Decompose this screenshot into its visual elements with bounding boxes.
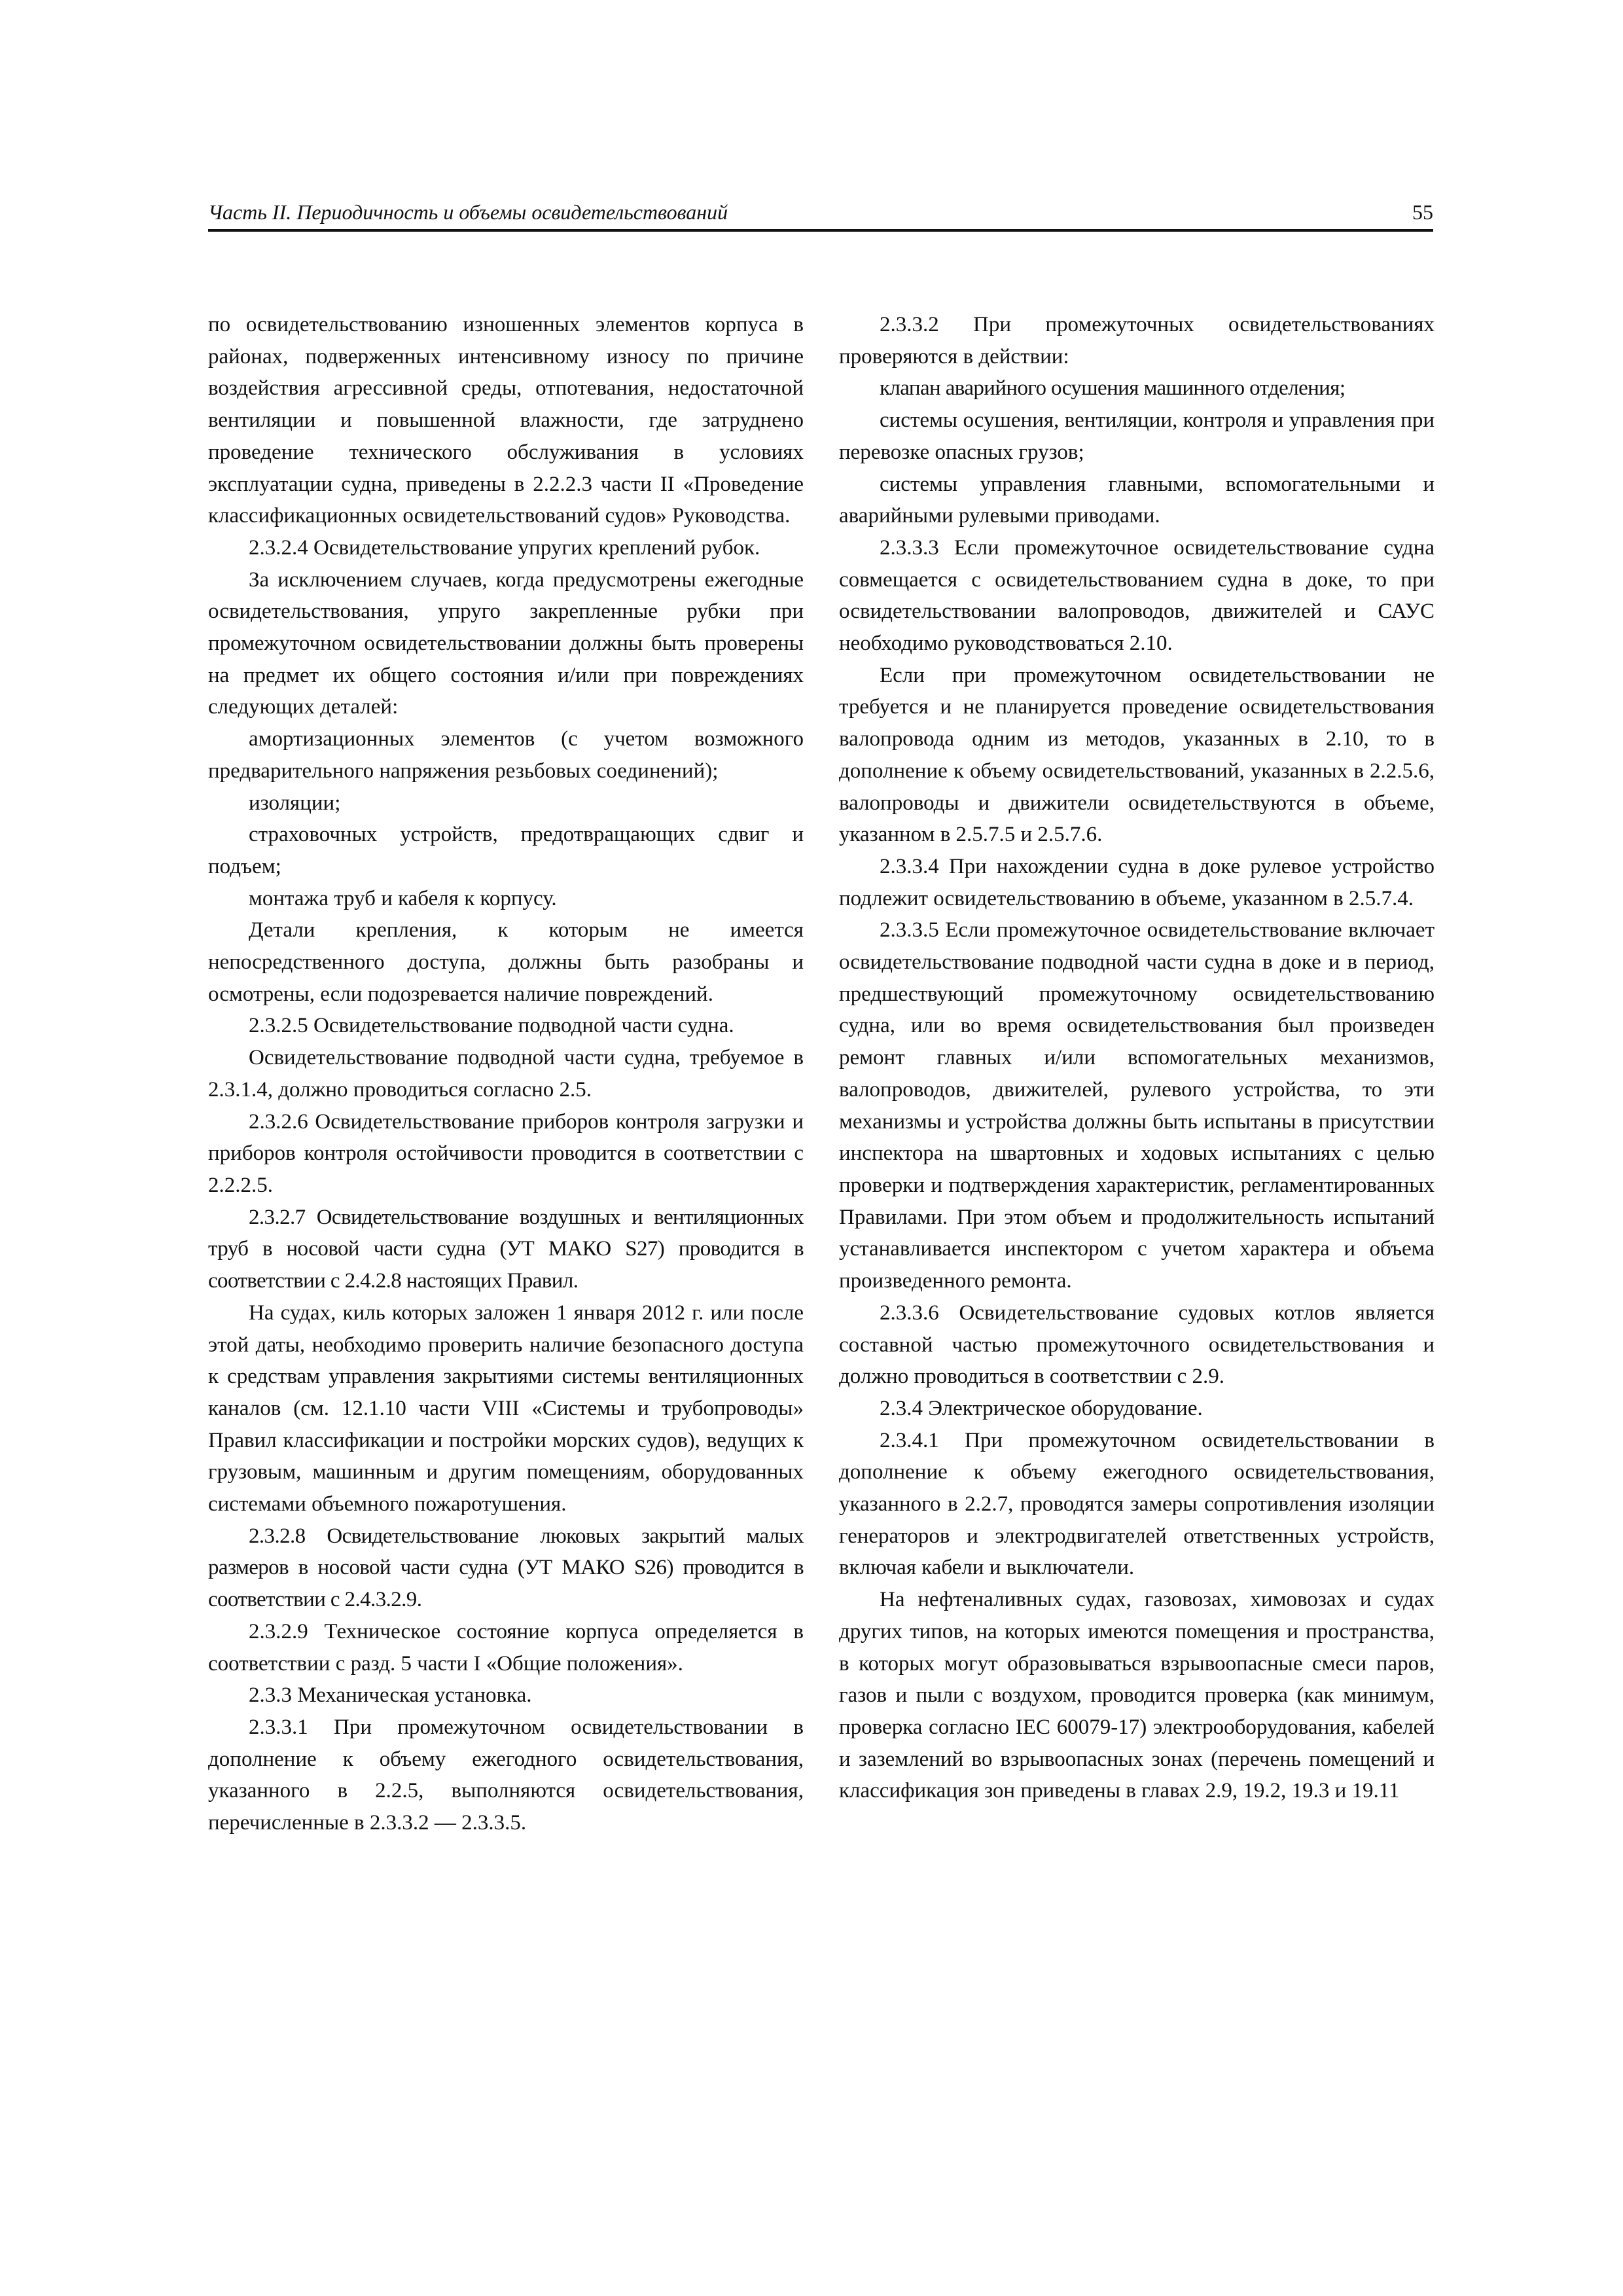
section-heading: 2.3.4 Электрическое оборудование. <box>880 1396 1203 1420</box>
paragraph: 2.3.2.4 Освидетельствование упругих креплений рубок. <box>249 535 760 560</box>
paragraph: 2.3.2.6 Освидетельствование приборов контроля загрузки и приборов контроля остойчивости проводится в соответствии с 2.2.2.5. <box>208 1109 804 1197</box>
paragraph: На судах, киль которых заложен 1 января 2012 г. или после этой даты, необходимо проверить наличие безопасного доступа к средствам управления закрытиями системы вентиляционных каналов (см. 12.1.10 части VIII «Системы и трубопроводы» Правил классификации и постройки морских судов), ведущих к грузовым, машинным и другим помещениям, оборудованных системами объемного пожаротушения. <box>208 1300 804 1516</box>
paragraph: по освидетельствованию изношенных элементов корпуса в районах, подверженных интенсивному износу по причине воздействия агрессивной среды, отпотевания, недостаточной вентиляции и повышенной влажности, где затруднено проведение технического обслуживания в условиях эксплуатации судна, приведены в 2.2.2.3 части II «Проведение классификационных освидетельствований судов» Руководства. <box>208 313 804 528</box>
paragraph: 2.3.3.4 При нахождении судна в доке рулевое устройство подлежит освидетельствованию в объеме, указанном в 2.5.7.4. <box>839 854 1435 910</box>
paragraph: На нефтеналивных судах, газовозах, химовозах и судах других типов, на которых имеются помещения и пространства, в которых могут образовываться взрывоопасные смеси паров, газов и пыли с воздухом, проводится проверка (как минимум, проверка согласно IEC 60079-17) электрооборудования, кабелей и заземлений во взрывоопасных зонах (перечень помещений и классификация зон приведены в главах 2.9, 19.2, 19.3 и 19.11 <box>839 1588 1435 1803</box>
paragraph: монтажа труб и кабеля к корпусу. <box>249 886 557 910</box>
header-rule <box>208 229 1433 232</box>
left-column <box>208 309 804 1839</box>
page-number: 55 <box>1412 200 1433 224</box>
paragraph: Детали крепления, к которым не имеется непосредственного доступа, должны быть разобраны и осмотрены, если подозревается наличие повреждений. <box>208 918 804 1006</box>
paragraph: 2.3.4.1 При промежуточном освидетельствовании в дополнение к объему ежегодного освидетельствования, указанного в 2.2.7, проводятся замеры сопротивления изоляции генераторов и электродвигателей ответственных устройств, включая кабели и выключатели. <box>839 1428 1435 1580</box>
paragraph: системы управления главными, вспомогательными и аварийными рулевыми приводами. <box>839 472 1435 528</box>
paragraph: 2.3.3.6 Освидетельствование судовых котлов является составной частью промежуточного освидетельствования и должно проводиться в соответствии с 2.9. <box>839 1300 1435 1389</box>
paragraph: амортизационных элементов (с учетом возможного предварительного напряжения резьбовых соединений); <box>208 727 804 783</box>
paragraph: 2.3.2.8 Освидетельствование люковых закрытий малых размеров в носовой части судна (УТ МАКО S26) проводится в соответствии с 2.4.3.2.9. <box>208 1524 804 1612</box>
paragraph: 2.3.2.5 Освидетельствование подводной части судна. <box>249 1014 734 1038</box>
right-column <box>839 309 1435 1807</box>
paragraph: Освидетельствование подводной части судна, требуемое в 2.3.1.4, должно проводиться согласно 2.5. <box>208 1046 804 1102</box>
paragraph: 2.3.2.9 Техническое состояние корпуса определяется в соответствии с разд. 5 части I «Общие положения». <box>208 1619 804 1676</box>
paragraph: 2.3.3.5 Если промежуточное освидетельствование включает освидетельствование подводной части судна в доке и в период, предшествующий промежуточному освидетельствованию судна, или во время освидетельствования был произведен ремонт главных и/или вспомогательных механизмов, валопроводов, движителей, рулевого устройства, то эти механизмы и устройства должны быть испытаны в присутствии инспектора на швартовных и ходовых испытаниях с целью проверки и подтверждения характеристик, регламентированных Правилами. При этом объем и продолжительность испытаний устанавливается инспектором с учетом характера и объема произведенного ремонта. <box>839 918 1435 1293</box>
paragraph: За исключением случаев, когда предусмотрены ежегодные освидетельствования, упруго закрепленные рубки при промежуточном освидетельствовании должны быть проверены на предмет их общего состояния и/или при повреждениях следующих деталей: <box>208 567 804 719</box>
paragraph: 2.3.3.2 При промежуточных освидетельствованиях проверяются в действии: <box>839 313 1435 368</box>
paragraph: клапан аварийного осушения машинного отделения; <box>880 376 1346 401</box>
paragraph: изоляции; <box>249 791 341 815</box>
paragraph: 2.3.3.1 При промежуточном освидетельствовании в дополнение к объему ежегодного освидетельствования, указанного в 2.2.5, выполняются освидетельствования, перечисленные в 2.3.3.2 — 2.3.3.5. <box>208 1715 804 1835</box>
paragraph: страховочных устройств, предотвращающих сдвиг и подъем; <box>208 823 804 878</box>
paragraph: системы осушения, вентиляции, контроля и управления при перевозке опасных грузов; <box>839 408 1435 464</box>
header-title: Часть II. Периодичность и объемы освидетельствований <box>208 200 728 224</box>
paragraph: 2.3.2.7 Освидетельствование воздушных и вентиляционных труб в носовой части судна (УТ МАКО S27) проводится в соответствии с 2.4.2.8 настоящих Правил. <box>208 1205 804 1293</box>
section-heading: 2.3.3 Механическая установка. <box>249 1683 532 1708</box>
paragraph: Если при промежуточном освидетельствовании не требуется и не планируется проведение освидетельствования валопровода одним из методов, указанных в 2.10, то в дополнение к объему освидетельствований, указанных в 2.2.5.6, валопроводы и движители освидетельствуются в объеме, указанном в 2.5.7.5 и 2.5.7.6. <box>839 663 1435 847</box>
running-header <box>208 199 1433 233</box>
paragraph: 2.3.3.3 Если промежуточное освидетельствование судна совмещается с освидетельствованием судна в доке, то при освидетельствовании валопроводов, движителей и САУС необходимо руководствоваться 2.10. <box>839 535 1435 656</box>
